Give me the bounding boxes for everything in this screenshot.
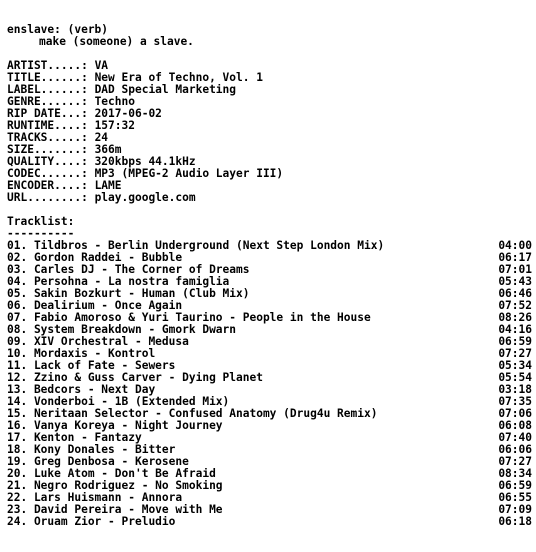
track-duration: 06:18 xyxy=(498,515,532,528)
track-title: 07. Fabio Amoroso & Yuri Taurino - People in the House xyxy=(7,312,371,324)
track-title: 05. Sakin Bozkurt - Human (Club Mix) xyxy=(7,288,250,300)
info-key: LABEL......: xyxy=(7,84,95,96)
info-value: MP3 (MPEG-2 Audio Layer III) xyxy=(94,168,284,180)
track-duration: 07:27 xyxy=(498,455,532,468)
info-key: RUNTIME....: xyxy=(7,120,95,132)
info-row xyxy=(7,180,532,192)
info-key: TITLE......: xyxy=(7,72,95,84)
track-title: 24. Oruam Zior - Preludio xyxy=(7,516,176,528)
info-key: TRACKS.....: xyxy=(7,132,95,144)
info-row xyxy=(7,168,532,180)
info-key: ENCODER....: xyxy=(7,180,95,192)
tracklist xyxy=(7,240,532,528)
track-duration: 07:06 xyxy=(498,407,532,420)
track-title: 23. David Pereira - Move with Me xyxy=(7,504,223,516)
track-row xyxy=(7,324,532,336)
track-row xyxy=(7,264,532,276)
track-title: 15. Neritaan Selector - Confused Anatomy (Drug4u Remix) xyxy=(7,408,378,420)
track-duration: 08:26 xyxy=(498,311,532,324)
info-value: Techno xyxy=(94,96,135,108)
info-row xyxy=(7,192,532,204)
track-duration: 04:00 xyxy=(498,239,532,252)
track-row xyxy=(7,432,532,444)
track-duration: 06:17 xyxy=(498,251,532,264)
info-row xyxy=(7,96,532,108)
info-value: play.google.com xyxy=(94,192,196,204)
track-duration: 05:43 xyxy=(498,275,532,288)
track-duration: 07:35 xyxy=(498,395,532,408)
track-title: 08. System Breakdown - Gmork Dwarn xyxy=(7,324,237,336)
info-row xyxy=(7,108,532,120)
track-row xyxy=(7,420,532,432)
track-duration: 06:55 xyxy=(498,491,532,504)
track-row xyxy=(7,252,532,264)
track-row xyxy=(7,456,532,468)
track-duration: 07:52 xyxy=(498,299,532,312)
track-title: 14. Vonderboi - 1B (Extended Mix) xyxy=(7,396,230,408)
track-duration: 07:09 xyxy=(498,503,532,516)
spacer xyxy=(7,204,532,216)
track-row xyxy=(7,444,532,456)
info-key: RIP DATE...: xyxy=(7,108,95,120)
info-value: LAME xyxy=(94,180,122,192)
info-value: DAD Special Marketing xyxy=(94,84,237,96)
track-row xyxy=(7,468,532,480)
track-duration: 06:08 xyxy=(498,419,532,432)
info-row xyxy=(7,132,532,144)
track-title: 22. Lars Huismann - Annora xyxy=(7,492,183,504)
info-value: 320kbps 44.1kHz xyxy=(94,156,196,168)
info-value: 157:32 xyxy=(94,120,135,132)
track-row xyxy=(7,384,532,396)
track-title: 02. Gordon Raddei - Bubble xyxy=(7,252,183,264)
track-title: 12. Zzino & Guss Carver - Dying Planet xyxy=(7,372,263,384)
info-key: CODEC......: xyxy=(7,168,95,180)
info-row xyxy=(7,84,532,96)
info-key: ARTIST.....: xyxy=(7,60,95,72)
track-row xyxy=(7,492,532,504)
track-row xyxy=(7,300,532,312)
track-duration: 08:34 xyxy=(498,467,532,480)
spacer xyxy=(7,48,532,60)
info-row xyxy=(7,120,532,132)
track-row xyxy=(7,336,532,348)
track-row xyxy=(7,516,532,528)
track-row xyxy=(7,348,532,360)
track-row xyxy=(7,312,532,324)
track-row xyxy=(7,276,532,288)
track-duration: 07:27 xyxy=(498,347,532,360)
tracklist-rule: ---------- xyxy=(7,228,75,240)
track-title: 16. Vanya Koreya - Night Journey xyxy=(7,420,223,432)
track-title: 20. Luke Atom - Don't Be Afraid xyxy=(7,468,216,480)
track-duration: 07:40 xyxy=(498,431,532,444)
track-title: 11. Lack of Fate - Sewers xyxy=(7,360,176,372)
track-duration: 06:06 xyxy=(498,443,532,456)
nfo-document xyxy=(7,24,532,528)
info-row xyxy=(7,144,532,156)
track-title: 21. Negro Rodriguez - No Smoking xyxy=(7,480,223,492)
track-title: 10. Mordaxis - Kontrol xyxy=(7,348,156,360)
track-row xyxy=(7,288,532,300)
info-value: 24 xyxy=(94,132,109,144)
track-title: 18. Kony Donales - Bitter xyxy=(7,444,176,456)
info-row xyxy=(7,156,532,168)
track-title: 13. Bedcors - Next Day xyxy=(7,384,156,396)
info-key: GENRE......: xyxy=(7,96,95,108)
info-value: New Era of Techno, Vol. 1 xyxy=(94,72,263,84)
track-row xyxy=(7,504,532,516)
info-key: URL........: xyxy=(7,192,95,204)
info-value: VA xyxy=(94,60,109,72)
info-value: 2017-06-02 xyxy=(94,108,162,120)
track-row xyxy=(7,408,532,420)
track-duration: 05:34 xyxy=(498,359,532,372)
track-duration: 04:16 xyxy=(498,323,532,336)
tracklist-heading: Tracklist: xyxy=(7,216,75,228)
track-title: 19. Greg Denbosa - Kerosene xyxy=(7,456,189,468)
info-row xyxy=(7,72,532,84)
track-duration: 07:01 xyxy=(498,263,532,276)
track-row xyxy=(7,480,532,492)
track-duration: 06:59 xyxy=(498,335,532,348)
track-row xyxy=(7,240,532,252)
track-title: 06. Dealirium - Once Again xyxy=(7,300,183,312)
track-duration: 06:46 xyxy=(498,287,532,300)
track-title: 04. Persohna - La nostra famiglia xyxy=(7,276,230,288)
info-row xyxy=(7,60,532,72)
track-duration: 06:59 xyxy=(498,479,532,492)
track-title: 03. Carles DJ - The Corner of Dreams xyxy=(7,264,250,276)
track-title: 09. XIV Orchestral - Medusa xyxy=(7,336,189,348)
definition-term: enslave: (verb) xyxy=(7,24,109,36)
track-title: 17. Kenton - Fantazy xyxy=(7,432,142,444)
info-key: QUALITY....: xyxy=(7,156,95,168)
track-row xyxy=(7,360,532,372)
track-row xyxy=(7,396,532,408)
track-duration: 03:18 xyxy=(498,383,532,396)
track-row xyxy=(7,372,532,384)
track-duration: 05:54 xyxy=(498,371,532,384)
info-value: 366m xyxy=(94,144,122,156)
release-info xyxy=(7,60,532,204)
info-key: SIZE.......: xyxy=(7,144,95,156)
track-title: 01. Tildbros - Berlin Underground (Next Step London Mix) xyxy=(7,240,385,252)
definition-meaning: make (someone) a slave. xyxy=(39,36,194,48)
